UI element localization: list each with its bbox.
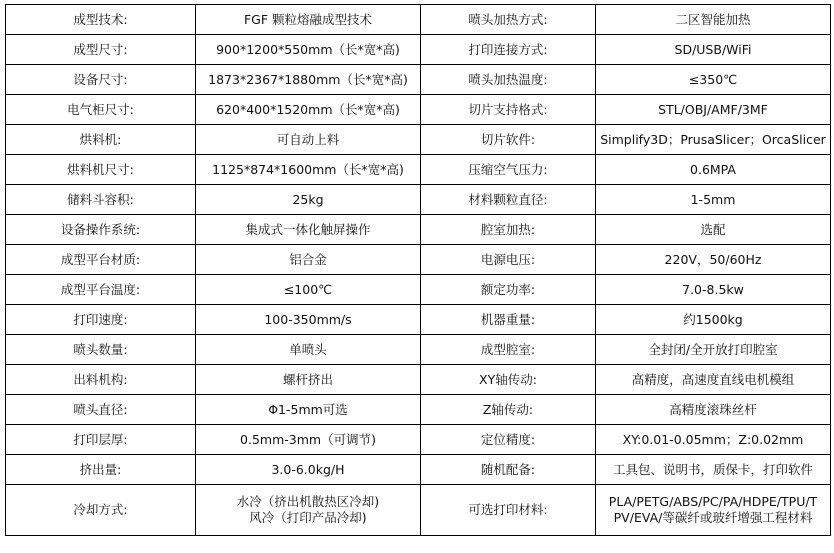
spec-label: 随机配备:	[421, 455, 596, 485]
spec-value: SD/USB/WiFi	[596, 35, 831, 65]
table-row	[6, 245, 831, 275]
table-row	[6, 35, 831, 65]
spec-label: 喷头数量:	[6, 335, 196, 365]
spec-label: 电气柜尺寸:	[6, 95, 196, 125]
spec-value: 25kg	[196, 185, 421, 215]
table-row	[6, 95, 831, 125]
spec-label: 打印连接方式:	[421, 35, 596, 65]
spec-label: 出料机构:	[6, 365, 196, 395]
spec-label: 喷头直径:	[6, 395, 196, 425]
spec-label: 烘料机:	[6, 125, 196, 155]
spec-value: Simplify3D；PrusaSlicer；OrcaSlicer	[596, 125, 831, 155]
spec-label: 设备操作系统:	[6, 215, 196, 245]
table-row	[6, 125, 831, 155]
spec-value-line: PLA/PETG/ABS/PC/PA/HDPE/TPU/T	[608, 494, 818, 509]
spec-table-body	[6, 5, 831, 536]
spec-value: 1873*2367*1880mm（长*宽*高)	[196, 65, 421, 95]
table-row	[6, 455, 831, 485]
table-row	[6, 65, 831, 95]
spec-label: 额定功率:	[421, 275, 596, 305]
spec-label: 定位精度:	[421, 425, 596, 455]
spec-label: 喷头加热方式:	[421, 5, 596, 35]
spec-label: 成型平台材质:	[6, 245, 196, 275]
spec-value: 可自动上料	[196, 125, 421, 155]
spec-label: Z轴传动:	[421, 395, 596, 425]
spec-label: 储料斗容积:	[6, 185, 196, 215]
spec-value: 1125*874*1600mm（长*宽*高)	[196, 155, 421, 185]
spec-value: 集成式一体化触屏操作	[196, 215, 421, 245]
spec-value-line: 风冷（打印产品冷却)	[249, 510, 367, 525]
spec-value: 0.5mm-3mm（可调节)	[196, 425, 421, 455]
table-row-cooling	[6, 485, 831, 536]
spec-value: 工具包、说明书，质保卡，打印软件	[596, 455, 831, 485]
table-row	[6, 185, 831, 215]
spec-value: STL/OBJ/AMF/3MF	[596, 95, 831, 125]
spec-value: ≤100℃	[196, 275, 421, 305]
table-row	[6, 425, 831, 455]
table-row	[6, 275, 831, 305]
spec-table-container	[5, 4, 831, 536]
spec-label: 成型平台温度:	[6, 275, 196, 305]
spec-label: 切片支持格式:	[421, 95, 596, 125]
spec-value: 高精度，高速度直线电机模组	[596, 365, 831, 395]
table-row	[6, 215, 831, 245]
spec-value-line: PV/EVA/等碳纤或玻纤增强工程材料	[613, 510, 813, 525]
spec-value: 900*1200*550mm（长*宽*高)	[196, 35, 421, 65]
spec-label: 打印层厚:	[6, 425, 196, 455]
spec-value-multiline	[596, 485, 831, 536]
spec-value: ≤350℃	[596, 65, 831, 95]
spec-value-multiline	[196, 485, 421, 536]
spec-label: 电源电压:	[421, 245, 596, 275]
spec-value: 二区智能加热	[596, 5, 831, 35]
spec-value: FGF 颗粒熔融成型技术	[196, 5, 421, 35]
spec-label: XY轴传动:	[421, 365, 596, 395]
spec-value: XY:0.01-0.05mm；Z:0.02mm	[596, 425, 831, 455]
spec-label: 挤出量:	[6, 455, 196, 485]
spec-label: 压缩空气压力:	[421, 155, 596, 185]
spec-value: 3.0-6.0kg/H	[196, 455, 421, 485]
table-row	[6, 155, 831, 185]
spec-value: 高精度滚珠丝杆	[596, 395, 831, 425]
spec-value: 铝合金	[196, 245, 421, 275]
table-row	[6, 395, 831, 425]
spec-label: 可选打印材料:	[421, 485, 596, 536]
spec-value: 620*400*1520mm（长*宽*高)	[196, 95, 421, 125]
spec-value: 螺杆挤出	[196, 365, 421, 395]
spec-label: 成型腔室:	[421, 335, 596, 365]
spec-label: 冷却方式:	[6, 485, 196, 536]
spec-value: 全封闭/全开放打印腔室	[596, 335, 831, 365]
spec-value: 单喷头	[196, 335, 421, 365]
table-row	[6, 365, 831, 395]
spec-label: 成型尺寸:	[6, 35, 196, 65]
spec-label: 材料颗粒直径:	[421, 185, 596, 215]
table-row	[6, 5, 831, 35]
spec-value: 选配	[596, 215, 831, 245]
spec-value: 100-350mm/s	[196, 305, 421, 335]
spec-value-line: 水冷（挤出机散热区冷却)	[236, 494, 380, 509]
spec-value: Φ1-5mm可选	[196, 395, 421, 425]
spec-value: 约1500kg	[596, 305, 831, 335]
spec-label: 烘料机尺寸:	[6, 155, 196, 185]
spec-label: 成型技术:	[6, 5, 196, 35]
spec-value: 1-5mm	[596, 185, 831, 215]
spec-label: 切片软件:	[421, 125, 596, 155]
table-row	[6, 335, 831, 365]
spec-label: 打印速度:	[6, 305, 196, 335]
spec-value: 220V，50/60Hz	[596, 245, 831, 275]
spec-label: 设备尺寸:	[6, 65, 196, 95]
spec-label: 喷头加热温度:	[421, 65, 596, 95]
spec-value: 0.6MPA	[596, 155, 831, 185]
spec-label: 机器重量:	[421, 305, 596, 335]
table-row	[6, 305, 831, 335]
spec-label: 腔室加热:	[421, 215, 596, 245]
spec-table	[5, 4, 831, 536]
spec-value: 7.0-8.5kw	[596, 275, 831, 305]
